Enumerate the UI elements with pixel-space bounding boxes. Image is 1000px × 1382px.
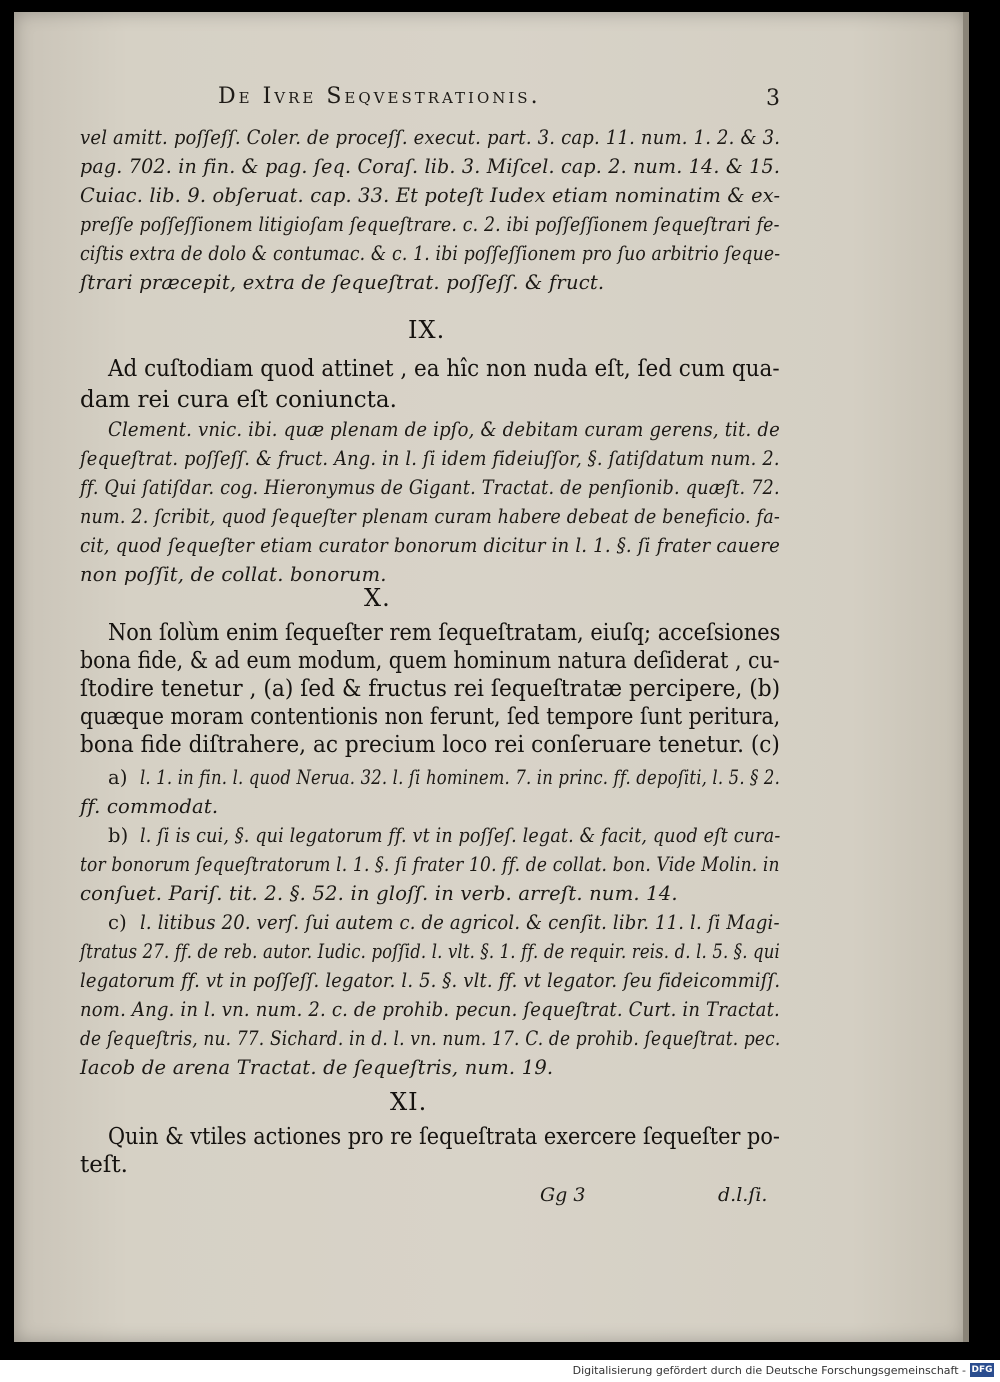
page-number: 3 (766, 86, 780, 111)
note-line: vel amitt. poſſeſſ. Coler. de proceſſ. execut. part. 3. cap. 11. num. 1. 2. & 3. (80, 126, 781, 149)
note-line: conſuet. Pariſ. tit. 2. §. 52. in gloſſ. in verb. arreſt. num. 14. (80, 882, 678, 905)
body-line: quæque moram contentionis non ferunt, ſed tempore ſunt peritura, (80, 704, 781, 730)
note-line: ſtratus 27. ff. de reb. autor. Iudic. poſſid. l. vlt. §. 1. ff. de requir. reis. d. l. 5. §. qui (80, 940, 780, 963)
body-line: Quin & vtiles actiones pro re ſequeſtrata exercere ſequeſter po- (108, 1124, 780, 1150)
note-marker-b: b) (108, 824, 129, 847)
note-line: Clement. vnic. ibi. quæ plenam de ipſo, & debitam curam gerens, tit. de (108, 418, 780, 441)
note-line: Cuiac. lib. 9. obſeruat. cap. 33. Et poteſt Iudex etiam nominatim & ex- (80, 184, 781, 207)
note-marker-a: a) (108, 766, 128, 789)
catchword: d.l.ſi. (718, 1184, 768, 1206)
note-line: ff. Qui ſatiſdar. cog. Hieronymus de Gigant. Tractat. de penſionib. quæſt. 72. (80, 476, 780, 499)
body-line: ſtodire tenetur , (a) ſed & fructus rei ſequeſtratæ percipere, (b) (80, 676, 781, 702)
note-line: Iacob de arena Tractat. de ſequeſtris, num. 19. (80, 1056, 554, 1079)
body-line: teſt. (80, 1152, 128, 1178)
note-line: tor bonorum ſequeſtratorum l. 1. §. ſi frater 10. ff. de collat. bon. Vide Molin. in (80, 853, 780, 876)
note-line: ciſtis extra de dolo & contumac. & c. 1. ibi poſſeſſionem pro ſuo arbitrio ſeque- (80, 242, 781, 265)
note-line: cit, quod ſequeſter etiam curator bonorum dicitur in l. 1. §. ſi frater cauere (80, 534, 781, 557)
note-line: legatorum ff. vt in poſſeſſ. legator. l. 5. §. vlt. ff. vt legator. ſeu fideicommiſſ. (80, 969, 781, 992)
body-line: bona fide diſtrahere, ac precium loco rei conſeruare tenetur. (c) (80, 732, 780, 758)
section-heading-xi: XI. (390, 1088, 428, 1116)
body-line: Non ſolùm enim ſequeſter rem ſequeſtratam, eiuſq; acceſsiones (108, 620, 781, 646)
note-line: l. ſi is cui, §. qui legatorum ff. vt in poſſeſ. legat. & facit, quod eſt cura- (140, 824, 781, 847)
note-line: preſſe poſſeſſionem litigioſam ſequeſtrare. c. 2. ibi poſſeſſionem ſequeſtrari fe- (80, 213, 780, 236)
body-line: bona fide, & ad eum modum, quem hominum natura deſiderat , cu- (80, 648, 780, 674)
note-marker-c: c) (108, 911, 127, 934)
note-line: ff. commodat. (80, 795, 219, 818)
section-heading-ix: IX. (408, 316, 446, 344)
running-head: De Ivre Seqvestrationis. (218, 84, 541, 109)
footer-credit: Digitalisierung gefördert durch die Deutsche Forschungsgemeinschaft - (572, 1364, 966, 1377)
note-line: nom. Ang. in l. vn. num. 2. c. de prohib. pecun. ſequeſtrat. Curt. in Tractat. (80, 998, 780, 1021)
section-heading-x: X. (364, 584, 391, 612)
body-line: Ad cuſtodiam quod attinet , ea hîc non nuda eſt, ſed cum qua- (108, 356, 780, 382)
note-line: l. litibus 20. verſ. ſui autem c. de agricol. & cenſit. libr. 11. l. ſi Magi- (140, 911, 780, 934)
note-line: ſequeſtrat. poſſeſſ. & fruct. Ang. in l. ſi idem fideiuſſor, §. ſatiſdatum num. 2. (80, 447, 780, 470)
note-line: de ſequeſtris, nu. 77. Sichard. in d. l. vn. num. 17. C. de prohib. ſequeſtrat. pec. (80, 1027, 781, 1050)
signature-mark: Gg 3 (540, 1184, 586, 1206)
note-line: non poſſit, de collat. bonorum. (80, 563, 387, 586)
footer-bar (0, 1360, 1000, 1382)
note-line: l. 1. in fin. l. quod Nerua. 32. l. ſi hominem. 7. in princ. ff. depoſiti, l. 5. § 2. (140, 766, 780, 789)
page-edge (963, 12, 969, 1342)
note-line: ſtrari præcepit, extra de ſequeſtrat. poſſeſſ. & fruct. (80, 271, 605, 294)
body-line: dam rei cura eſt coniuncta. (80, 387, 397, 413)
note-line: num. 2. ſcribit, quod ſequeſter plenam curam habere debeat de beneficio. fa- (80, 505, 780, 528)
note-line: pag. 702. in fin. & pag. ſeq. Coraſ. lib. 3. Miſcel. cap. 2. num. 14. & 15. (80, 155, 781, 178)
dfg-logo-icon: DFG (971, 1365, 993, 1375)
